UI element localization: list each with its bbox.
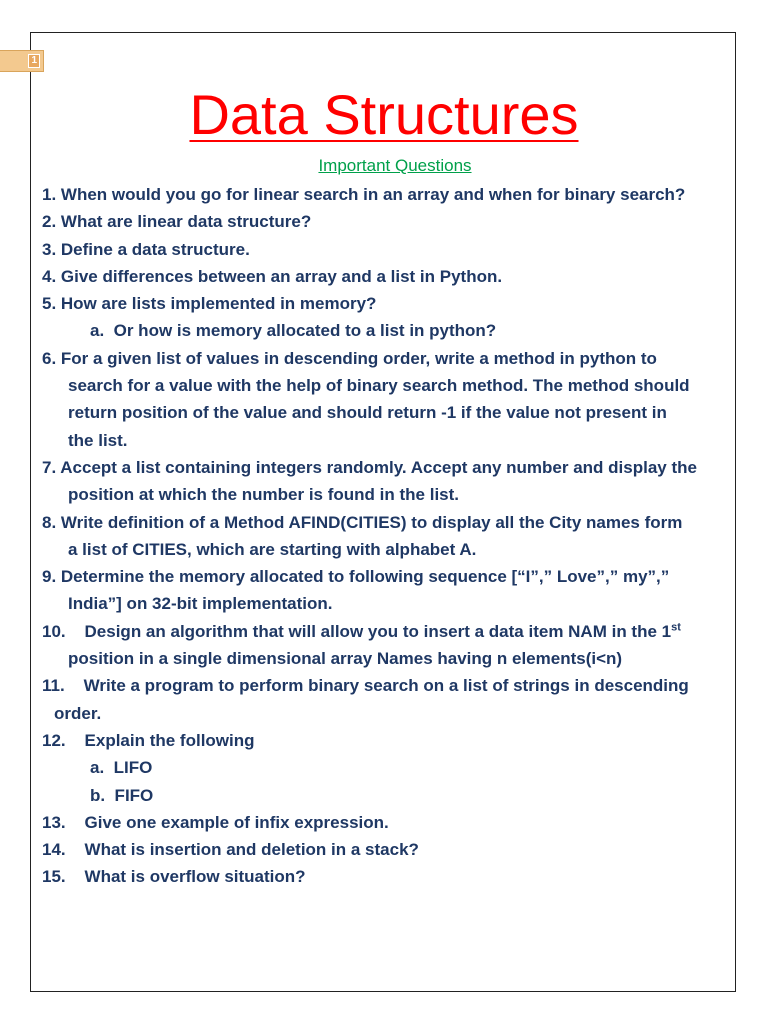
question-10 xyxy=(42,618,732,673)
question-line: 1. When would you go for linear search in an array and when for binary search? xyxy=(42,185,686,204)
question-line: return position of the value and should return -1 if the value not present in xyxy=(68,403,667,423)
question-line: 4. Give differences between an array and a list in Python. xyxy=(42,266,503,286)
question-line: position in a single dimensional array Names having n elements(i<n) xyxy=(68,649,623,669)
question-9 xyxy=(42,563,732,618)
question-list xyxy=(42,181,732,891)
question-line: order. xyxy=(54,703,102,723)
question-4 xyxy=(42,263,732,290)
question-line: position at which the number is found in the list. xyxy=(68,485,459,505)
question-2 xyxy=(42,208,732,235)
question-13 xyxy=(42,809,732,836)
sub-question: b. FIFO xyxy=(90,785,154,805)
question-line: the list. xyxy=(68,430,128,450)
question-line: 12. Explain the following xyxy=(42,730,255,750)
question-line-text: 10. Design an algorithm that will allow you to insert a data item NAM in the 1 xyxy=(42,621,672,641)
question-7 xyxy=(42,454,732,509)
question-line: 14. What is insertion and deletion in a stack? xyxy=(42,840,419,860)
question-line: 13. Give one example of infix expression. xyxy=(42,812,389,832)
question-6 xyxy=(42,345,732,454)
question-line xyxy=(42,618,732,645)
sub-question: a. Or how is memory allocated to a list in python? xyxy=(90,321,497,341)
question-line: India”] on 32-bit implementation. xyxy=(68,594,333,614)
question-5 xyxy=(42,290,732,345)
question-3 xyxy=(42,236,732,263)
question-line: 11. Write a program to perform binary search on a list of strings in descending xyxy=(42,676,689,696)
question-12 xyxy=(42,727,732,809)
question-11 xyxy=(42,672,732,727)
question-line: 3. Define a data structure. xyxy=(42,239,250,259)
question-line: search for a value with the help of binary search method. The method should xyxy=(68,376,690,396)
question-line: 8. Write definition of a Method AFIND(CITIES) to display all the City names form xyxy=(42,512,683,532)
page-title: Data Structures xyxy=(189,83,579,146)
page-subtitle: Important Questions xyxy=(318,156,472,175)
question-line: 2. What are linear data structure? xyxy=(42,212,312,232)
question-15 xyxy=(42,863,732,890)
page-number-tab xyxy=(0,50,44,72)
question-line: 7. Accept a list containing integers randomly. Accept any number and display the xyxy=(42,457,697,477)
question-line: 5. How are lists implemented in memory? xyxy=(42,294,377,314)
question-14 xyxy=(42,836,732,863)
page-number: 1 xyxy=(28,54,40,68)
question-1 xyxy=(42,181,732,208)
superscript: st xyxy=(671,621,681,634)
question-line: 9. Determine the memory allocated to following sequence [“I”,” Love”,” my”,” xyxy=(42,567,670,587)
question-line: 6. For a given list of values in descending order, write a method in python to xyxy=(42,348,657,368)
question-line: 15. What is overflow situation? xyxy=(42,867,306,887)
question-line: a list of CITIES, which are starting with alphabet A. xyxy=(68,539,477,559)
question-8 xyxy=(42,509,732,564)
sub-question: a. LIFO xyxy=(90,758,153,778)
